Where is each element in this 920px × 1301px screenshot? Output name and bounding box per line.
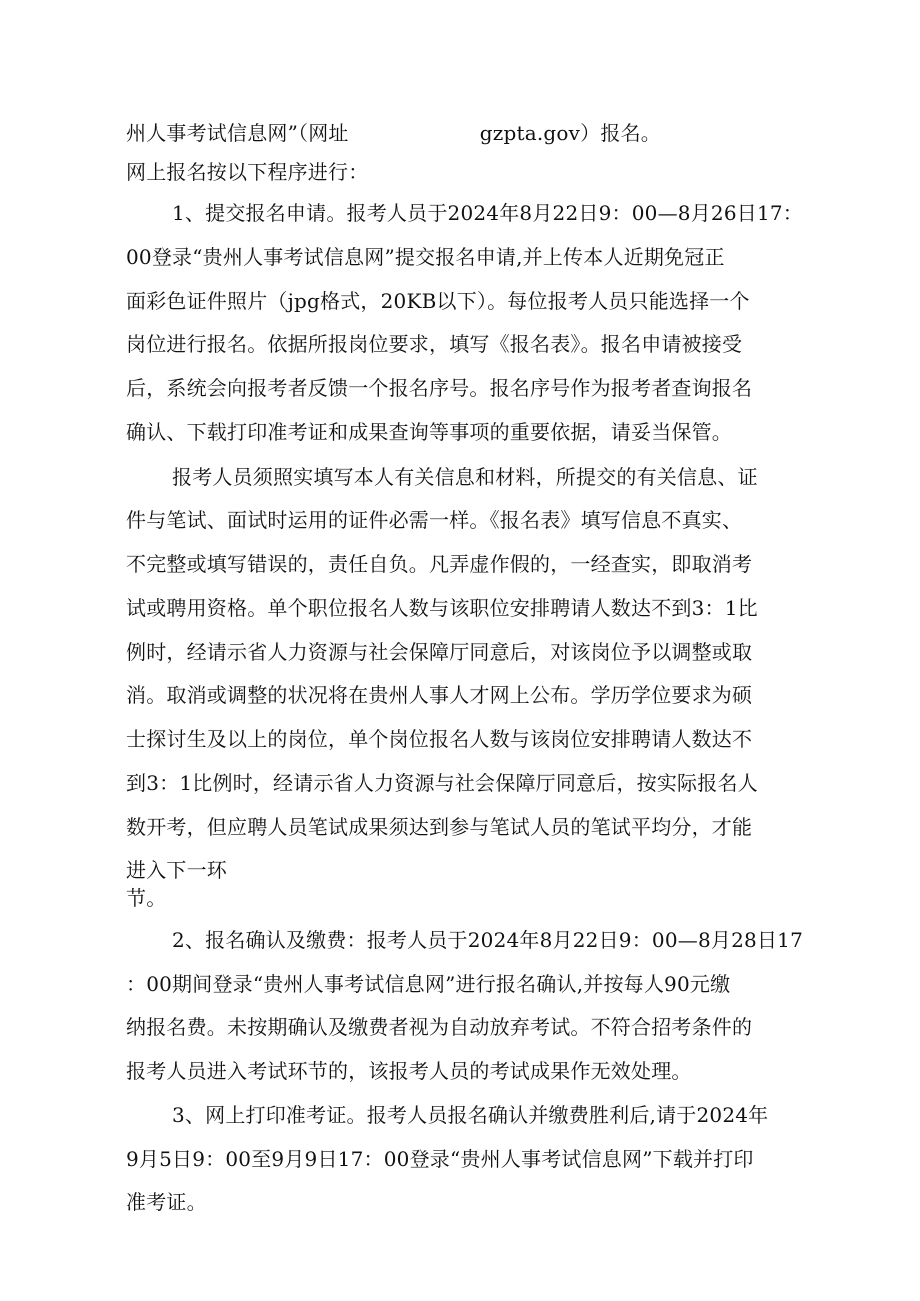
paragraph-2-line: 节。 [126,886,167,910]
paragraph-3-line: 报考人员进入考试环节的，该报考人员的考试成果作无效处理。 [126,1059,692,1083]
paragraph-2-line: 试或聘用资格。单个职位报名人数与该职位安排聘请人数达不到3：1比 [126,596,758,620]
paragraph-4-line: 9月5日9：00至9月9日17：00登录“贵州人事考试信息网”下载并打印 [126,1147,754,1171]
paragraph-2-line: 士探讨生及以上的岗位，单个岗位报名人数与该岗位安排聘请人数达不 [126,727,753,751]
paragraph-2-line: 到3：1比例时，经请示省人力资源与社会保障厅同意后，按实际报名人 [126,771,758,795]
paragraph-3-line: 2、报名确认及缴费：报考人员于2024年8月22日9：00—8月28日17 [172,928,803,952]
paragraph-2-line: 进入下一环 [126,858,227,882]
paragraph-2-line: 件与笔试、面试时运用的证件必需一样。《报名表》填写信息不真实、 [126,508,743,532]
paragraph-1-line: 00登录“贵州人事考试信息网”提交报名申请,并上传本人近期免冠正 [126,245,725,269]
paragraph-1-line: 1、提交报名申请。报考人员于2024年8月22日9：00—8月26日17： [172,201,803,225]
paragraph-1-line: 面彩色证件照片（jpg格式，20KB以下）。每位报考人员只能选择一个 [126,289,750,313]
paragraph-1-line: 后，系统会向报考者反馈一个报名序号。报名序号作为报考者查询报名 [126,376,753,400]
paragraph-3-line: ：00期间登录“贵州人事考试信息网”进行报名确认,并按每人90元缴 [126,972,731,996]
paragraph-2-line: 不完整或填写错误的，责任自负。凡弄虚作假的，一经查实，即取消考 [126,552,753,576]
paragraph-2-line: 消。取消或调整的状况将在贵州人事人才网上公布。学历学位要求为硕 [126,683,753,707]
paragraph-1-line: 确认、下载打印准考证和成果查询等事项的重要依据，请妥当保管。 [126,420,732,444]
paragraph-1-line: 岗位进行报名。依据所报岗位要求，填写《报名表》。报名申请被接受 [126,332,743,356]
paragraph-4-line: 准考证。 [126,1190,207,1214]
text-line: 网上报名按以下程序进行： [126,160,369,184]
text-line: 州人事考试信息网”（网址 gzpta.gov）报名。 [126,121,661,145]
paragraph-2-line: 例时，经请示省人力资源与社会保障厅同意后，对该岗位予以调整或取 [126,640,753,664]
paragraph-4-line: 3、网上打印准考证。报考人员报名确认并缴费胜利后,请于2024年 [172,1103,769,1127]
paragraph-2-line: 数开考，但应聘人员笔试成果须达到参与笔试人员的笔试平均分，才能 [126,815,753,839]
paragraph-2-line: 报考人员须照实填写本人有关信息和材料，所提交的有关信息、证 [172,465,758,489]
paragraph-3-line: 纳报名费。未按期确认及缴费者视为自动放弃考试。不符合招考条件的 [126,1015,753,1039]
